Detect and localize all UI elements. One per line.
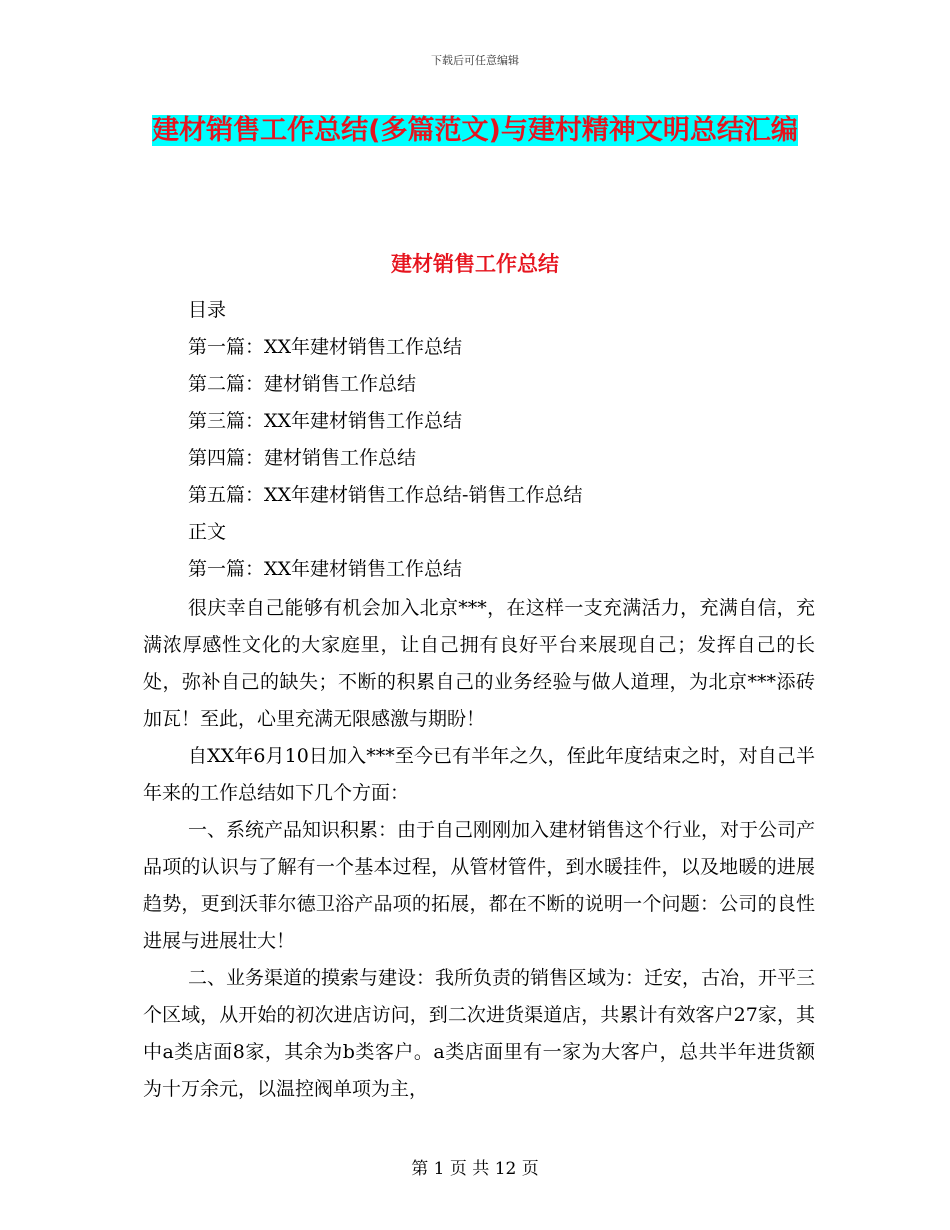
paragraph: 二、业务渠道的摸索与建设：我所负责的销售区域为：迁安，古冶，开平三个区域，从开始的初次进店访问，到二次进货渠道店，共累计有效客户27家，其中a类店面8家，其余为b类客户。a类店面里有一家为大客户，总共半年进货额为十万余元，以温控阀单项为主，	[143, 967, 816, 1100]
toc-heading: 目录	[188, 299, 227, 321]
toc-item: 第五篇：XX年建材销售工作总结-销售工作总结	[188, 484, 583, 506]
page-footer: 第 1 页 共 12 页	[411, 1159, 539, 1179]
paragraph: 自XX年6月10日加入***至今已有半年之久，侄此年度结束之时，对自己半年来的工作总结如下几个方面：	[143, 745, 815, 804]
toc-item: 第四篇：建材销售工作总结	[188, 447, 417, 469]
section-title: 建材销售工作总结	[391, 252, 559, 276]
header-note: 下载后可任意编辑	[431, 54, 519, 67]
toc-item: 第二篇：建材销售工作总结	[188, 373, 417, 395]
toc-item: 第一篇：XX年建材销售工作总结	[188, 336, 463, 358]
article-body	[143, 590, 815, 1108]
table-of-contents	[188, 292, 582, 588]
document-title	[140, 108, 810, 154]
toc-item: 第三篇：XX年建材销售工作总结	[188, 410, 463, 432]
body-heading: 正文	[188, 521, 227, 543]
article-heading: 第一篇：XX年建材销售工作总结	[188, 558, 463, 580]
paragraph: 一、系统产品知识积累：由于自己刚刚加入建材销售这个行业，对于公司产品项的认识与了解有一个基本过程，从管材管件，到水暖挂件，以及地暖的进展趋势，更到沃菲尔德卫浴产品项的拓展，都在不断的说明一个问题：公司的良性进展与进展壮大！	[143, 819, 816, 952]
paragraph: 很庆幸自己能够有机会加入北京***，在这样一支充满活力，充满自信，充满浓厚感性文化的大家庭里，让自己拥有良好平台来展现自己；发挥自己的长处，弥补自己的缺失；不断的积累自己的业务经验与做人道理，为北京***添砖加瓦！至此，心里充满无限感激与期盼！	[143, 597, 815, 730]
document-title-text: 建材销售工作总结(多篇范文)与建村精神文明总结汇编	[152, 115, 798, 146]
